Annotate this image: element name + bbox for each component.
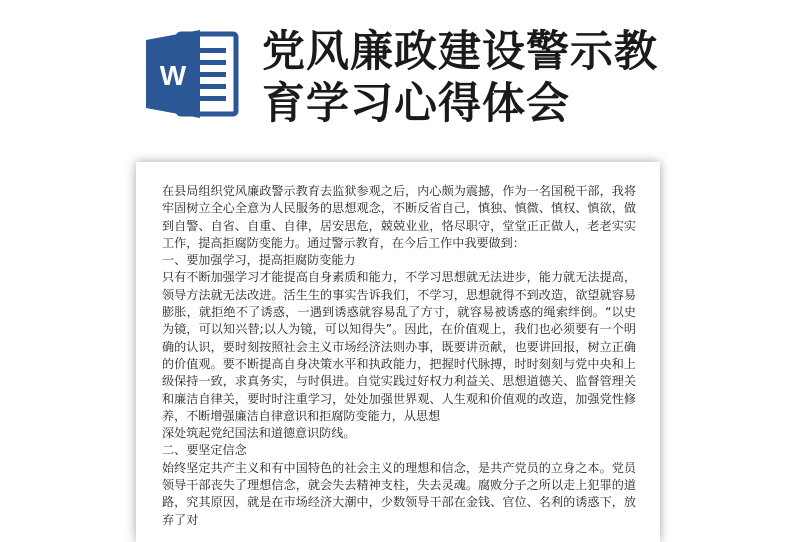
section-heading-2: 二、要坚定信念 <box>162 443 247 458</box>
section-heading-1: 一、要加强学习，提高拒腐防变能力 <box>162 253 356 268</box>
paragraph-section-1: 只有不断加强学习才能提高自身素质和能力，不学习思想就无法进步，能力就无法提高，领导方法就无法改进。活生生的事实告诉我们，不学习，思想就得不到改造，欲望就容易膨胀，就拒绝不了诱惑，一遇到诱惑就容易乱了方寸，就容易被诱惑的绳索绊倒。“以史为镜，可以知兴替;以人为镜，可以知得失”。因此，在价值观上，我们也必须要有一个明确的认识，要时刻按照社会主义市场经济法则办事，既要讲贡献，也要讲回报，树立正确的价值观。要不断提高自身决策水平和执政能力，把握时代脉搏，时时刻刻与党中央和上级保持一致，求真务实，与时俱进。自觉实践过好权力利益关、思想道德关、监督管理关和廉洁自律关，要时时注重学习，处处加强世界观、人生观和价值观的改造，加强党性修养，不断增强廉洁自律意识和拒腐防变能力，从思想 <box>162 270 636 423</box>
header <box>0 0 800 150</box>
paragraph-section-2: 始终坚定共产主义和有中国特色的社会主义的理想和信念，是共产党员的立身之本。党员领导干部丧失了理想信念，就会失去精神支柱，失去灵魂。腐败分子之所以走上犯罪的道路，究其原因，就是在市场经济大潮中，少数领导干部在金钱、官位、名利的诱惑下，放弃了对 <box>162 460 636 527</box>
document-body <box>162 183 636 529</box>
page-title-line-1: 党风廉政建设警示教 <box>262 27 658 77</box>
paragraph-section-1-continued: 深处筑起党纪国法和道德意识防线。 <box>162 426 356 441</box>
word-document-icon <box>142 24 242 124</box>
paragraph-intro: 在县局组织党风廉政警示教育去监狱参观之后，内心颇为震撼，作为一名国税干部，我将牢固树立全心全意为人民服务的思想观念，不断反省自己，慎独、慎微、慎权、慎欲，做到自警、自省、自重、自律，居安思危，兢兢业业，恪尽职守，堂堂正正做人，老老实实工作，提高拒腐防变能力。通过警示教育，在今后工作中我要做到： <box>162 184 636 250</box>
document-page-preview <box>136 162 660 542</box>
page-title <box>262 26 782 130</box>
word-icon-letter: W <box>159 60 187 91</box>
page-title-line-2: 育学习心得体会 <box>262 79 570 129</box>
